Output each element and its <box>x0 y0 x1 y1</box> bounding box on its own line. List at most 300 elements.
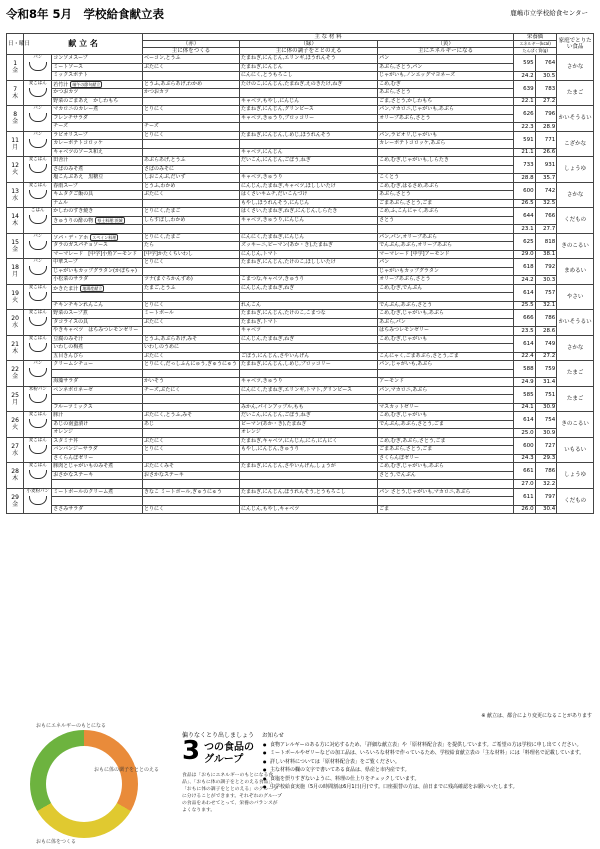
energy-value: 588 <box>514 361 536 378</box>
menu-row <box>7 471 594 480</box>
footnote: ※ 献立は、都合により変更になることがあります <box>481 713 592 719</box>
protein-value: 35.7 <box>535 174 557 183</box>
green-ingredients <box>240 395 378 404</box>
green-ingredients: だいこん,にんじん,ごぼう,ねぎ <box>240 157 378 166</box>
home-food-cell: たまご <box>557 80 594 106</box>
green-ingredients <box>240 497 378 506</box>
day-number: 21 <box>11 340 19 348</box>
green-ingredients: ズッキーニ,ピーマン(あか・き),たまねぎ <box>240 242 378 251</box>
protein-header: たんぱく質(g) <box>514 48 557 55</box>
dish-cell <box>52 182 143 191</box>
red-ingredients: ぶたにく <box>142 352 239 361</box>
menu-row <box>7 437 594 446</box>
yellow-ingredients: パン <box>378 55 514 64</box>
green-ingredients: キャベツ <box>240 327 378 336</box>
energy-value: 766 <box>535 208 557 225</box>
red-sub-header: 主に体をつくる <box>142 48 239 55</box>
dish-cell <box>52 480 143 489</box>
red-ingredients: とうふ,あぶらあげ,みそ <box>142 335 239 344</box>
home-food-cell: こざかな <box>557 131 594 157</box>
protein-value: 21.1 <box>514 148 536 157</box>
dish-cell <box>52 361 143 370</box>
yellow-ingredients: じゃがいも,ノンエッグマヨネーズ <box>378 72 514 81</box>
staple-cell <box>24 284 52 310</box>
red-ingredients: きなこ ミートボール,ぎゅうにゅう <box>142 488 239 497</box>
red-ingredients: とりにく <box>142 259 239 268</box>
weekday: 月 <box>12 143 19 151</box>
menu-row <box>7 395 594 404</box>
yellow-ingredients: こめ,むぎ,でんぷん <box>378 284 514 293</box>
energy-value: 625 <box>514 233 536 250</box>
yellow-ingredients <box>378 429 514 438</box>
dish-cell <box>52 174 143 183</box>
dish-name: 野菜のスープ煮 <box>53 310 88 316</box>
dish-name: 田舎汁 <box>53 157 69 163</box>
bowl-icon <box>29 62 47 71</box>
menu-row <box>7 174 594 183</box>
red-ingredients: とりにく,だっしふんにゅう,ぎゅうにゅう <box>142 361 239 370</box>
food-groups-section <box>6 722 594 844</box>
energy-value: 783 <box>535 80 557 97</box>
red-ingredients: チーズ <box>142 123 239 132</box>
weekday: 火 <box>12 296 19 304</box>
staple-label: パン <box>33 259 43 264</box>
protein-value: 25.5 <box>514 301 536 310</box>
staple-cell <box>24 55 52 81</box>
protein-value: 27.2 <box>535 352 557 361</box>
day-number: 26 <box>11 417 19 425</box>
protein-value: 22.3 <box>514 123 536 132</box>
dish-cell <box>52 208 143 217</box>
weekday: 火 <box>12 169 19 177</box>
bowl-icon <box>29 445 47 454</box>
energy-value: 818 <box>535 233 557 250</box>
red-ingredients: かいそう <box>142 378 239 387</box>
menu-row <box>7 233 594 242</box>
dish-name: クリームシチュー <box>53 361 94 367</box>
weekday: 金 <box>12 500 19 508</box>
dish-cell <box>52 344 143 353</box>
menu-row <box>7 131 594 140</box>
red-ingredients <box>142 225 239 234</box>
energy-value: 614 <box>514 335 536 352</box>
yellow-ingredients <box>378 165 514 174</box>
green-ingredients: たけのこ,にんじん,たまねぎ,えのきたけ,ねぎ <box>240 80 378 89</box>
green-ingredients: キャベツ,もやし,にんじん <box>240 97 378 106</box>
green-ingredients <box>240 293 378 302</box>
energy-value: 749 <box>535 335 557 352</box>
dish-cell <box>52 488 143 497</box>
yellow-ingredients: こめ,むぎ,じゃがいも <box>378 335 514 344</box>
menu-row <box>7 497 594 506</box>
yellow-ingredients <box>378 123 514 132</box>
home-food-cell: しょうゆ <box>557 463 594 489</box>
red-ingredients: ぶたにく <box>142 63 239 72</box>
dish-cell <box>52 454 143 463</box>
menu-row <box>7 293 594 302</box>
red-ingredients: とりにく <box>142 106 239 115</box>
yellow-ingredients <box>378 369 514 378</box>
dish-name: 塩こんぶあえ 黒糖豆 <box>53 174 104 180</box>
green-ingredients: れんこん <box>240 301 378 310</box>
yellow-ingredients <box>378 497 514 506</box>
dish-name: オレンジ <box>53 429 74 435</box>
red-ingredients <box>142 148 239 157</box>
red-ingredients: ベーコン,とうふ <box>142 55 239 64</box>
weekday: 水 <box>12 322 19 330</box>
green-ingredients <box>240 454 378 463</box>
date-cell <box>7 386 24 412</box>
red-ingredients: ぶたにく <box>142 191 239 200</box>
protein-value: 38.1 <box>535 250 557 259</box>
green-header: （緑） <box>240 41 378 48</box>
bowl-icon <box>29 317 47 326</box>
menu-row <box>7 352 594 361</box>
food-groups-heading-line2: グループ <box>204 754 244 765</box>
staple-cell <box>24 310 52 336</box>
yellow-ingredients: こくとう <box>378 174 514 183</box>
red-header: （赤） <box>142 41 239 48</box>
notices <box>262 732 592 792</box>
energy-value: 639 <box>514 80 536 97</box>
weekday: 月 <box>12 398 19 406</box>
day-number: 11 <box>11 136 19 144</box>
dish-cell <box>52 106 143 115</box>
dish-cell <box>52 395 143 404</box>
energy-value: 786 <box>535 310 557 327</box>
yellow-ingredients: あぶら,さとう <box>378 191 514 200</box>
yellow-ingredients: アーモンド <box>378 378 514 387</box>
menu-row <box>7 114 594 123</box>
yellow-ingredients: こめ,むぎ,じゃがいも <box>378 412 514 421</box>
green-ingredients: たまねぎ,にんじん,たけのこ,こまつな <box>240 310 378 319</box>
energy-value: 754 <box>535 412 557 429</box>
weekday: 水 <box>12 194 19 202</box>
yellow-ingredients: さとう <box>378 216 514 225</box>
protein-value: 23.5 <box>514 327 536 336</box>
red-ingredients: ミートボール <box>142 310 239 319</box>
yellow-ingredients: パン さとう,じゃがいも,マカロニ,あぶら <box>378 488 514 497</box>
red-ingredients: おさかなステーキ <box>142 471 239 480</box>
dish-name: かしわのすき焼き <box>53 208 94 214</box>
yellow-ingredients: マスカットゼリー <box>378 403 514 412</box>
yellow-ingredients <box>378 480 514 489</box>
menu-row <box>7 165 594 174</box>
staple-cell <box>24 233 52 259</box>
green-ingredients: たまねぎ,にんじん,ほうれんそう,とうもろこし <box>240 488 378 497</box>
dish-name: キャベツのソース和え <box>53 148 103 155</box>
day-number: 18 <box>11 264 19 272</box>
staple-cell <box>24 412 52 438</box>
yellow-ingredients: ごまあぶら,さとう,ごま <box>378 446 514 455</box>
notice-item: ● 主な材料の欄の文字で書いてある食品は、県産と市内産です。 <box>270 766 592 775</box>
staple-cell <box>24 361 52 387</box>
protein-value: 30.9 <box>535 429 557 438</box>
yellow-ingredients: こめ,むぎ,じゃがいも,しらたき <box>378 157 514 166</box>
menu-row <box>7 208 594 217</box>
food-groups-heading-line1: つの食品の <box>204 742 254 753</box>
date-cell <box>7 55 24 81</box>
energy-value: 751 <box>535 386 557 403</box>
food-groups-description: 食品は「おもにエネルギーのもとになる食品」、「おもに体の調子をととのえる食品」、「おもに体の調子をととのえる」のグループに分けることができます。それぞれのグループの食品をあわせてとって、栄養のバランスがよくなります。 <box>182 773 282 813</box>
bowl-icon <box>29 292 47 301</box>
weekday: 月 <box>12 271 19 279</box>
dish-cell <box>52 165 143 174</box>
staple-cell <box>24 488 52 514</box>
green-ingredients: みかん,パインアップル,もも <box>240 403 378 412</box>
staple-cell <box>24 437 52 463</box>
green-ingredients: もやし,ほうれんそう,にんじん <box>240 199 378 208</box>
menu-row <box>7 89 594 98</box>
green-ingredients: キャベツ,きゅうり <box>240 378 378 387</box>
date-cell <box>7 335 24 361</box>
date-header: 日・曜日 <box>7 34 24 55</box>
date-cell <box>7 106 24 132</box>
dish-name: 豚肉とじゃがいものみそ煮 <box>53 463 114 469</box>
red-ingredients: いわしのうめに <box>142 344 239 353</box>
green-ingredients <box>240 480 378 489</box>
green-ingredients <box>240 369 378 378</box>
energy-value: 666 <box>514 310 536 327</box>
protein-value: 30.9 <box>535 403 557 412</box>
home-food-cell: さかな <box>557 182 594 208</box>
yellow-ingredients: パン,マカロニ,あぶら <box>378 386 514 395</box>
red-ingredients: ぶたにくみそ <box>142 463 239 472</box>
dish-cell <box>52 267 143 276</box>
protein-value: 32.1 <box>535 301 557 310</box>
yellow-ingredients: はちみつレモンゼリー <box>378 327 514 336</box>
dish-cell <box>52 242 143 251</box>
menu-row <box>7 327 594 336</box>
date-cell <box>7 437 24 463</box>
energy-value: 733 <box>514 157 536 174</box>
protein-value: 25.0 <box>514 429 536 438</box>
day-number: 25 <box>11 391 19 399</box>
dish-cell <box>52 429 143 438</box>
red-ingredients: とうふ,わかめ <box>142 182 239 191</box>
red-ingredients <box>142 403 239 412</box>
dish-cell <box>52 403 143 412</box>
red-ingredients <box>142 114 239 123</box>
yellow-ingredients: こんにゃく,ごまあぶら,さとう,ごま <box>378 352 514 361</box>
green-ingredients: キャベツ,にんじん <box>240 148 378 157</box>
weekday: 金 <box>12 373 19 381</box>
energy-value: 585 <box>514 386 536 403</box>
green-ingredients: だいこん,にんじん,ごぼう,ねぎ <box>240 412 378 421</box>
dish-name: 野菜のごまあえ かしわもち <box>53 97 119 104</box>
menu-row <box>7 488 594 497</box>
menu-row <box>7 123 594 132</box>
date-cell <box>7 284 24 310</box>
menu-row <box>7 80 594 89</box>
protein-value: 31.4 <box>535 378 557 387</box>
bowl-icon <box>29 343 47 352</box>
protein-value: 22.1 <box>514 97 536 106</box>
yellow-ingredients: こめ,むぎ,あぶら,さとう,ごま <box>378 437 514 446</box>
energy-value: 727 <box>535 437 557 454</box>
staple-label: 麦ごはん <box>28 80 47 86</box>
date-cell <box>7 310 24 336</box>
green-ingredients: たまねぎ,にんじん <box>240 63 378 72</box>
dish-name: キムタクご飯の具 <box>53 191 94 197</box>
protein-value: 27.0 <box>514 480 536 489</box>
energy-value: 742 <box>535 182 557 199</box>
yellow-ingredients: こめ,むぎ,じゃがいも,あぶら <box>378 310 514 319</box>
food-group-circle-center <box>46 746 122 822</box>
dish-cell <box>52 225 143 234</box>
red-ingredients <box>142 199 239 208</box>
group-label-red: おもに体をつくる <box>36 839 77 845</box>
green-ingredients <box>240 123 378 132</box>
menu-row <box>7 72 594 81</box>
green-ingredients <box>240 140 378 149</box>
bowl-icon <box>29 496 47 505</box>
yellow-ingredients: さくらんぼゼリー <box>378 454 514 463</box>
menu-row <box>7 259 594 268</box>
protein-value: 27.7 <box>535 225 557 234</box>
yellow-ingredients: じゃがいもカップグラタン <box>378 267 514 276</box>
home-food-cell: くだもの <box>557 208 594 234</box>
day-number: 8 <box>13 111 18 119</box>
red-ingredients <box>142 293 239 302</box>
food-groups-number: 3 <box>182 736 201 766</box>
dish-cell <box>52 446 143 455</box>
dish-cell <box>52 335 143 344</box>
menu-row <box>7 301 594 310</box>
day-number: 15 <box>11 238 19 246</box>
red-ingredients <box>142 140 239 149</box>
date-cell <box>7 361 24 387</box>
menu-row <box>7 242 594 251</box>
bowl-icon <box>29 241 47 250</box>
dish-cell <box>52 80 143 89</box>
dish-cell <box>52 284 143 293</box>
staple-label: 小麦粉パン <box>26 488 50 494</box>
green-ingredients: キャベツ,きゅうり,にんじん <box>240 216 378 225</box>
dish-cell <box>52 463 143 472</box>
dish-name: じゃがいもカップグラタン(かぼちゃ) <box>53 267 137 274</box>
red-ingredients: ツナ(まぐろかんずめ) <box>142 276 239 285</box>
green-ingredients <box>240 89 378 98</box>
energy-value: 618 <box>514 259 536 276</box>
menu-row <box>7 276 594 285</box>
bowl-icon <box>29 113 47 122</box>
dish-name: ミックスポテト <box>53 72 89 78</box>
staple-cell <box>24 80 52 106</box>
menu-row <box>7 335 594 344</box>
staple-label: 麦ごはん <box>28 412 47 417</box>
dish-cell <box>52 259 143 268</box>
green-ingredients: はくさいキムチ,だいこんづけ <box>240 191 378 200</box>
yellow-ingredients: オリーブあぶら,さとう <box>378 114 514 123</box>
yellow-sub-header: 主にエネルギーになる <box>378 48 514 55</box>
staple-label: 麦ごはん <box>28 157 47 162</box>
red-ingredients: しらすぼし,わかめ <box>142 216 239 225</box>
dish-cell <box>52 97 143 106</box>
ingredients-header: 主 な 材 料 <box>142 34 513 41</box>
menu-row <box>7 446 594 455</box>
menu-row <box>7 505 594 514</box>
staple-cell <box>24 182 52 208</box>
red-ingredients: [中学]かたくちいわし <box>142 250 239 259</box>
weekday: 火 <box>12 424 19 432</box>
home-food-cell: かいそうるい <box>557 310 594 336</box>
yellow-ingredients: ごま <box>378 505 514 514</box>
energy-value: 595 <box>514 55 536 72</box>
yellow-header: （黄） <box>378 41 514 48</box>
dish-name: 豆腐のみそ汁 <box>53 335 84 342</box>
green-ingredients <box>240 165 378 174</box>
red-ingredients: さばのみそに <box>142 165 239 174</box>
dish-name: ミートソース <box>53 63 84 70</box>
day-number: 20 <box>11 315 19 323</box>
dish-cell <box>52 378 143 387</box>
dish-cell <box>52 301 143 310</box>
dish-cell <box>52 420 143 429</box>
group-label-green: おもに体の調子をととのえる <box>94 767 160 773</box>
menu-row <box>7 420 594 429</box>
date-cell <box>7 131 24 157</box>
protein-value: 26.5 <box>514 199 536 208</box>
dish-name: かきたま汁 <box>53 285 79 292</box>
staple-label: 麦ごはん <box>28 310 47 315</box>
red-ingredients: とりにく <box>142 301 239 310</box>
dish-name: タコライスの具 <box>53 318 89 325</box>
dish-name: スタミナ丼 <box>53 437 79 444</box>
red-ingredients: ぶたにく,とうふ,みそ <box>142 412 239 421</box>
dish-name: ミートボールのクリーム煮 <box>53 488 114 495</box>
dish-cell <box>52 310 143 319</box>
energy-value: 591 <box>514 131 536 148</box>
green-ingredients <box>240 344 378 353</box>
staple-cell <box>24 259 52 285</box>
bowl-icon <box>29 139 47 148</box>
dish-name: ペンネボロネーゼ <box>53 386 94 393</box>
dish-cell <box>52 250 143 259</box>
weekday: 木 <box>12 347 19 355</box>
dish-name: 中華スープ <box>53 259 78 265</box>
yellow-ingredients: マーマレード [中学]アーモンド <box>378 250 514 259</box>
home-food-cell: しょうゆ <box>557 157 594 183</box>
red-ingredients: とりにく <box>142 131 239 140</box>
menu-name-header: 献 立 名 <box>24 34 143 55</box>
food-group-circle <box>30 730 138 838</box>
dish-cell <box>52 89 143 98</box>
menu-row <box>7 63 594 72</box>
protein-value: 32.2 <box>535 480 557 489</box>
special-menu-tag: 地場産献立 <box>82 285 103 291</box>
notice-item: ● ミートボールやゼリーなどの加工品は、いろいろな材料で作っているため、学校給食献立表の「主な材料」には「料理名で記載しています。 <box>270 749 592 758</box>
protein-value: 26.0 <box>514 505 536 514</box>
yellow-ingredients: パン <box>378 259 514 268</box>
green-ingredients: にんにく,たまねぎ,エリンギ,トマト,グリンピース <box>240 386 378 395</box>
dish-name: バンバンジーサラダ <box>53 446 98 452</box>
protein-value: 24.1 <box>514 403 536 412</box>
menu-row <box>7 284 594 293</box>
dish-cell <box>52 369 143 378</box>
bowl-icon <box>29 368 47 377</box>
home-food-cell: くだもの <box>557 488 594 514</box>
red-ingredients <box>142 72 239 81</box>
home-food-cell: きのこるい <box>557 233 594 259</box>
special-menu-tag: 端午の節句献立 <box>72 81 101 87</box>
home-food-cell: まめるい <box>557 259 594 285</box>
dish-name: きゅうりの酢の物 <box>53 217 94 224</box>
green-ingredients: はくさい,たまねぎ,ねぎ,にんじん,しらたき <box>240 208 378 217</box>
menu-row <box>7 378 594 387</box>
bowl-icon <box>29 215 47 224</box>
energy-value: 764 <box>535 55 557 72</box>
